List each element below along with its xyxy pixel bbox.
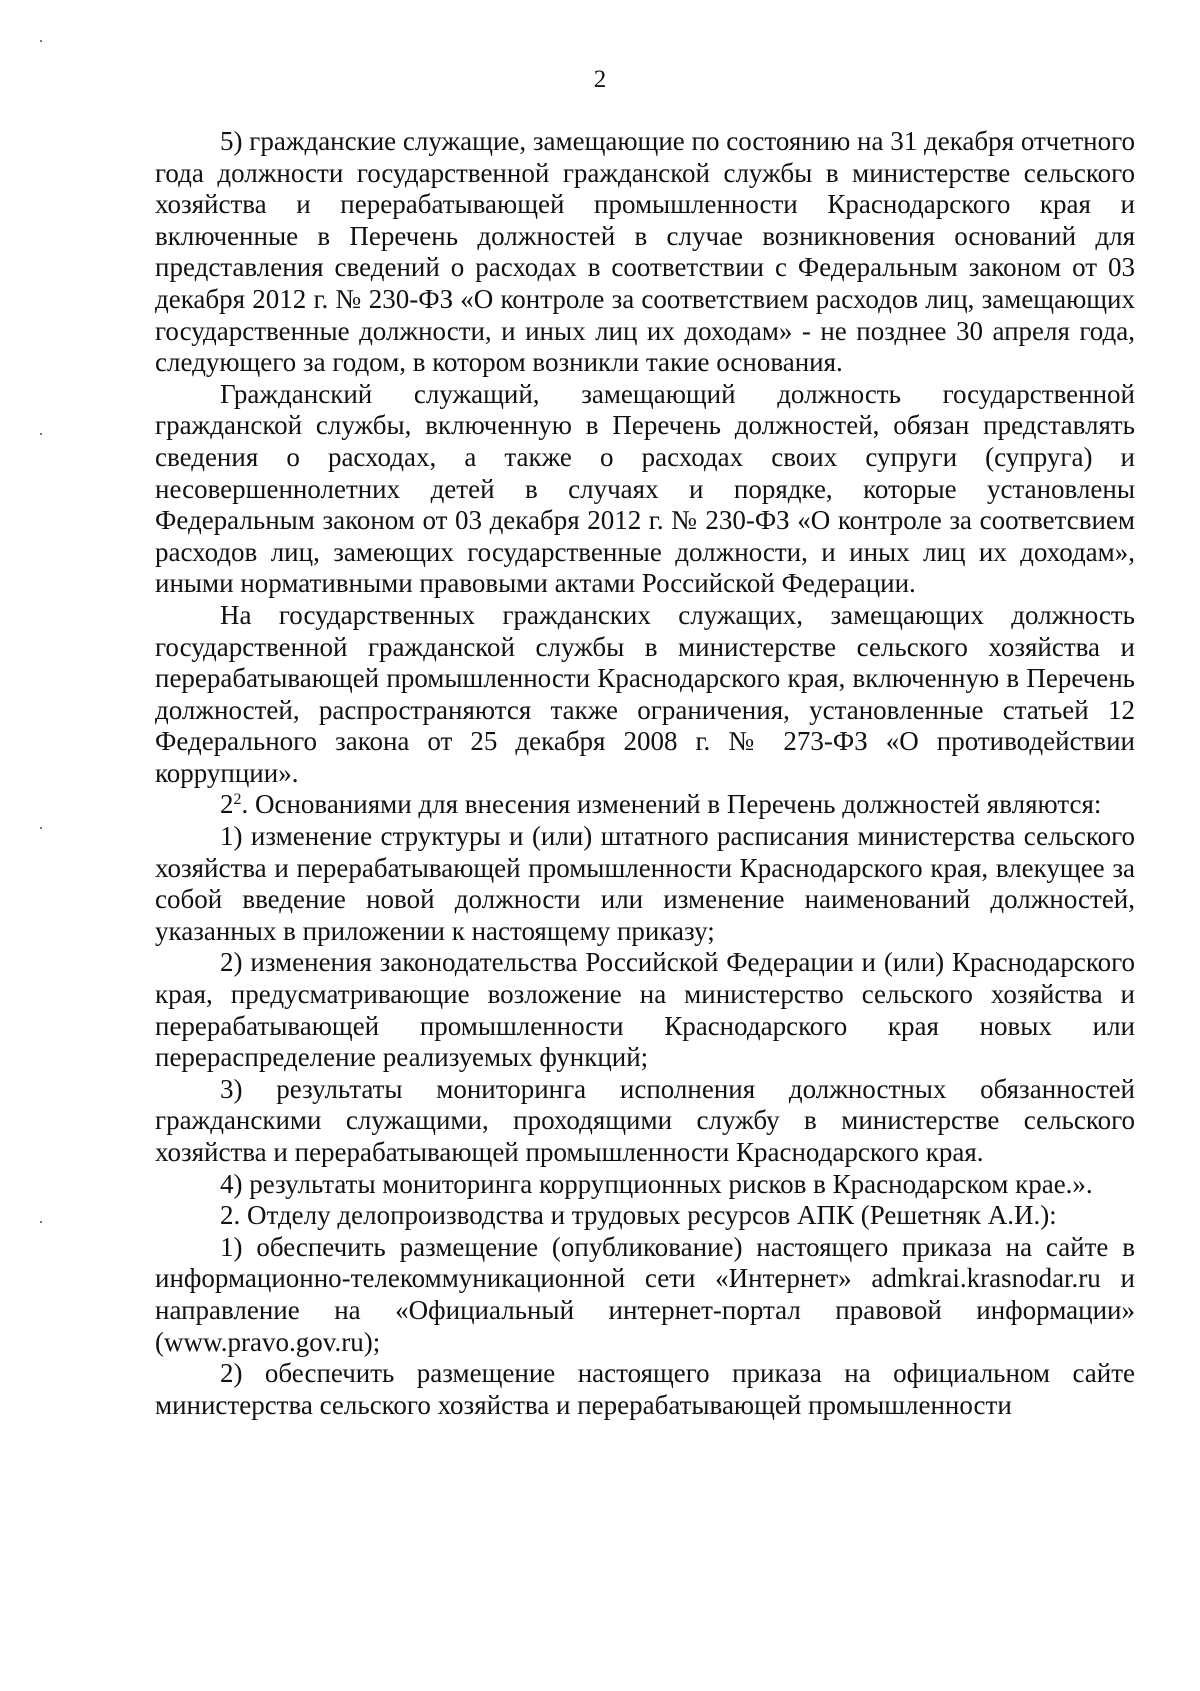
clause-number: 2 — [220, 789, 234, 820]
scan-mark — [40, 1221, 42, 1223]
clause-text: . Основаниями для внесения изменений в Перечень должностей являются: — [241, 789, 1102, 820]
page-number: 2 — [593, 66, 607, 93]
document-body — [155, 126, 1135, 1421]
list-item-publication: 1) обеспечить размещение (опубликование) настоящего приказа на сайте в информационно-телекоммуникационной сети «Интернет» admkrai.krasnodar.ru и направление на «Официальный интернет-портал правовой информации» (www.pravo.gov.ru); — [155, 1231, 1135, 1357]
list-item-structure-change: 1) изменение структуры и (или) штатного расписания министерства сельского хозяйства и перерабатывающей промышленности Краснодарского края, влекущее за собой введение новой должности или изменение наименований должностей, указанных в приложении к настоящему приказу; — [155, 821, 1135, 946]
clause-2-department: 2. Отделу делопроизводства и трудовых ресурсов АПК (Решетняк А.И.): — [220, 1200, 1057, 1231]
scan-mark — [40, 827, 42, 829]
clause-2-2-heading — [155, 789, 1135, 821]
list-item-corruption-risks: 4) результаты мониторинга коррупционных рисков в Краснодарском крае.». — [220, 1168, 1093, 1199]
paragraph-expense-obligation: Гражданский служащий, замещающий должность государственной гражданской службы, включенную в Перечень должностей, обязан представлять сведения о расходах, а также о расходах своих супруги (супруга) и несовершеннолетних детей в случаях и порядке, которые установлены Федеральным законом от 03 декабря 2012 г. № 230-ФЗ «О контроле за соответсвием расходов лиц, замеющих государственные должности, и иных лиц их доходам», иными нормативными правовыми актами Российской Федерации. — [155, 378, 1135, 599]
list-item-official-site: 2) обеспечить размещение настоящего приказа на официальном сайте министерства сельского хозяйства и перерабатывающей промышленности — [155, 1358, 1135, 1420]
paragraph-restrictions: На государственных гражданских служащих, замещающих должность государственной гражданской службы в министерстве сельского хозяйства и перерабатывающей промышленности Краснодарского края, включенную в Перечень должностей, распространяются также ограничения, установленные статьей 12 Федерального закона от 25 декабря 2008 г. № 273-ФЗ «О противодействии коррупции». — [155, 599, 1135, 788]
scan-mark — [40, 40, 42, 42]
clause-superscript: 2 — [233, 791, 242, 809]
scan-mark — [40, 433, 42, 435]
list-item-legislation-change: 2) изменения законодательства Российской Федерации и (или) Краснодарского края, предусматривающие возложение на министерство сельского хозяйства и перерабатывающей промышленности Краснодарского края новых или перераспределение реализуемых функций; — [155, 947, 1135, 1073]
paragraph-civil-servants-reporting: 5) гражданские служащие, замещающие по состоянию на 31 декабря отчетного года должности государственной гражданской службы в министерстве сельского хозяйства и перерабатывающей промышленности Краснодарского края и включенные в Перечень должностей в случае возникновения оснований для представления сведений о расходах в соответствии с Федеральным законом от 03 декабря 2012 г. № 230-ФЗ «О контроле за соответствием расходов лиц, замещающих государственные должности, и иных лиц их доходам» - не позднее 30 апреля года, следующего за годом, в котором возникли такие основания. — [155, 126, 1135, 378]
list-item-duties-monitoring: 3) результаты мониторинга исполнения должностных обязанностей гражданскими служащими, проходящими службу в министерстве сельского хозяйства и перерабатывающей промышленности Краснодарского края. — [155, 1073, 1135, 1167]
